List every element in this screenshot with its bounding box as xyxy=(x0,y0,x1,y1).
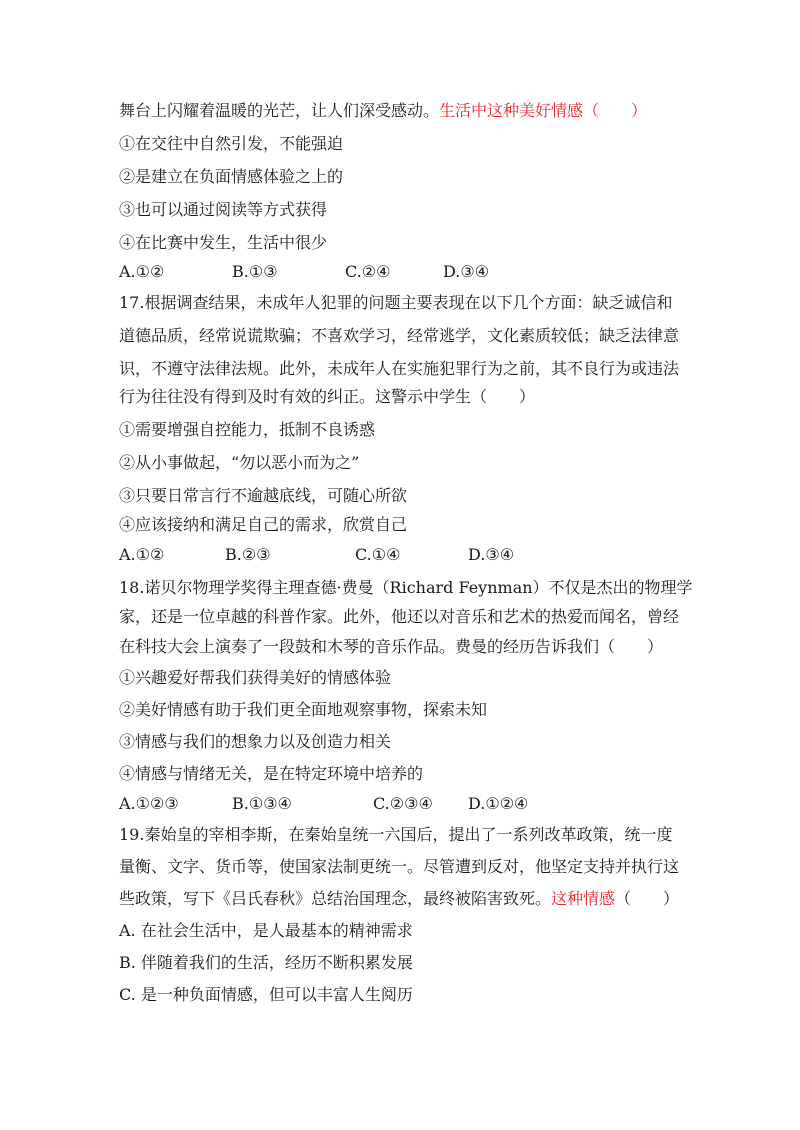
q17-option-a: A.①② xyxy=(119,545,165,564)
q18-option-c: C.②③④ xyxy=(373,794,433,813)
q19-stem-line-1: 19.秦始皇的宰相李斯，在秦始皇统一六国后，提出了一系列改革政策，统一度 xyxy=(119,825,673,844)
q19-stem-highlight: 这种情感 xyxy=(551,889,616,908)
q16-stem-highlight: 生活中这种美好情感（ ） xyxy=(439,101,648,120)
q16-item-1: ①在交往中自然引发，不能强迫 xyxy=(119,134,344,153)
q16-option-c: C.②④ xyxy=(345,262,391,281)
q18-item-2: ②美好情感有助于我们更全面地观察事物，探索未知 xyxy=(119,700,488,719)
q17-item-1: ①需要增强自控能力，抵制不良诱惑 xyxy=(119,420,376,439)
q16-stem: 舞台上闪耀着温暖的光芒，让人们深受感动。生活中这种美好情感（ ） xyxy=(119,101,648,120)
q18-option-a: A.①②③ xyxy=(119,794,179,813)
q16-option-d: D.③④ xyxy=(443,262,490,281)
q17-stem-line-2: 道德品质，经常说谎欺骗；不喜欢学习，经常逃学，文化素质较低；缺乏法律意 xyxy=(119,326,680,345)
q19-stem-line-3: 些政策，写下《吕氏春秋》总结治国理念，最终被陷害致死。这种情感（ ） xyxy=(119,889,680,908)
q18-item-1: ①兴趣爱好帮我们获得美好的情感体验 xyxy=(119,668,392,687)
q16-item-4: ④在比赛中发生，生活中很少 xyxy=(119,233,328,252)
q17-option-d: D.③④ xyxy=(468,545,515,564)
q18-stem-line-1: 18.诺贝尔物理学奖得主理查德·费曼（Richard Feynman）不仅是杰出的物理学 xyxy=(119,578,693,597)
q19-choice-c: C. 是一种负面情感，但可以丰富人生阅历 xyxy=(119,985,413,1004)
q17-item-3: ③只要日常言行不逾越底线，可随心所欲 xyxy=(119,486,408,505)
q16-option-b: B.①③ xyxy=(232,262,278,281)
q17-item-2: ②从小事做起，“勿以恶小而为之” xyxy=(119,453,360,472)
q16-option-a: A.①② xyxy=(119,262,165,281)
q17-stem-line-4: 行为往往没有得到及时有效的纠正。这警示中学生（ ） xyxy=(119,387,536,406)
q18-stem-line-2: 家，还是一位卓越的科普作家。此外，他还以对音乐和艺术的热爱而闻名，曾经 xyxy=(119,607,680,626)
q16-item-3: ③也可以通过阅读等方式获得 xyxy=(119,200,328,219)
q18-option-d: D.①②④ xyxy=(468,794,529,813)
q16-item-2: ②是建立在负面情感体验之上的 xyxy=(119,167,344,186)
q18-item-4: ④情感与情绪无关，是在特定环境中培养的 xyxy=(119,764,424,783)
q17-option-c: C.①④ xyxy=(355,545,401,564)
q19-stem-line-2: 量衡、文字、货币等，使国家法制更统一。尽管遭到反对，他坚定支持并执行这 xyxy=(119,857,680,876)
q19-choice-b: B. 伴随着我们的生活，经历不断积累发展 xyxy=(119,953,413,972)
q18-stem-line-3: 在科技大会上演奏了一段鼓和木琴的音乐作品。费曼的经历告诉我们（ ） xyxy=(119,637,664,656)
q17-stem-line-3: 识，不遵守法律法规。此外，未成年人在实施犯罪行为之前，其不良行为或违法 xyxy=(119,359,680,378)
q17-option-b: B.②③ xyxy=(225,545,271,564)
q18-item-3: ③情感与我们的想象力以及创造力相关 xyxy=(119,732,392,751)
q17-item-4: ④应该接纳和满足自己的需求，欣赏自己 xyxy=(119,515,408,534)
q19-choice-a: A. 在社会生活中，是人最基本的精神需求 xyxy=(119,921,413,940)
q17-stem-line-1: 17.根据调查结果，未成年人犯罪的问题主要表现在以下几个方面：缺乏诚信和 xyxy=(119,293,673,312)
q18-option-b: B.①③④ xyxy=(232,794,292,813)
